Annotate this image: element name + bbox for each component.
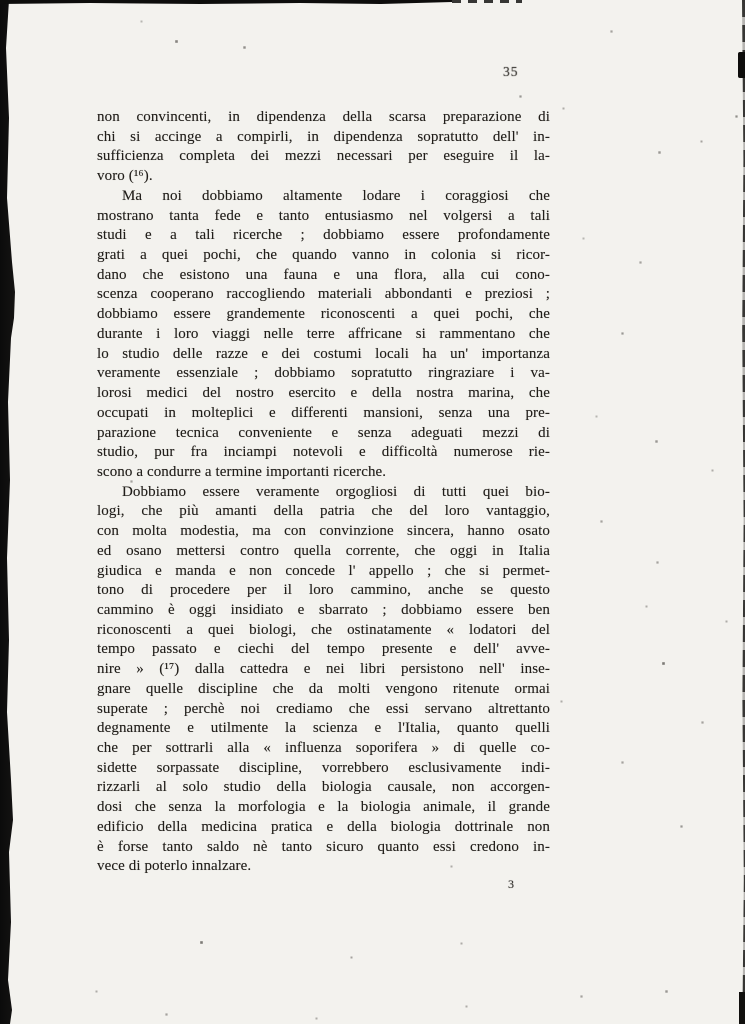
- text-line: sufficienza completa dei mezzi necessari per eseguire il la-: [97, 148, 550, 165]
- text-line: rizzarli al solo studio della biologia causale, non accorgen-: [97, 779, 550, 796]
- signature-mark: 3: [508, 877, 514, 891]
- text-line: gnare quelle discipline che da molti vengono ritenute ormai: [97, 680, 550, 697]
- text-line: riconoscenti a quei biologi, che ostinatamente « lodatori del: [97, 621, 550, 638]
- text-line: tempo passato e ciechi del tempo presente e dell' avve-: [97, 641, 550, 658]
- text-line: degnamente e utilmente la scienza e l'Italia, quanto quelli: [97, 720, 550, 737]
- text-line: studio, pur fra inciampi notevoli e difficoltà numerose rie-: [97, 444, 550, 461]
- text-line: cammino è oggi insidiato e sbarrato ; dobbiamo essere ben: [97, 601, 550, 618]
- text-line: chi si accinge a compirli, in dipendenza sopratutto dell' in-: [97, 128, 550, 145]
- text-line: lorosi medici del nostro esercito e della nostra marina, che: [97, 385, 550, 402]
- text-line: dano che esistono una fauna e una flora, alla cui cono-: [97, 266, 550, 283]
- text-line: Ma noi dobbiamo altamente lodare i coraggiosi che: [122, 187, 550, 204]
- scan-edge-right-blob: [738, 52, 745, 78]
- text-line: che per sottrarli alla « influenza soporifera » di quelle co-: [97, 740, 550, 756]
- text-line: occupati in molteplici e differenti mansioni, senza una pre-: [97, 404, 550, 421]
- page-number: 35: [503, 64, 519, 79]
- scan-edge-top-tail: [452, 0, 522, 3]
- text-line: veramente essenziale ; dobbiamo sopratutto ringraziare i va-: [97, 365, 550, 382]
- text-line: giudica e manda e non concede l' appello ; che si permet-: [97, 562, 550, 579]
- text-line: studi e a tali ricerche ; dobbiamo essere profondamente: [97, 227, 550, 244]
- text-line: non convincenti, in dipendenza della scarsa preparazione di: [97, 109, 550, 125]
- text-line: dobbiamo essere grandemente riconoscenti a quei pochi, che: [97, 306, 550, 323]
- text-line: ed osano mettersi contro quella corrente, che oggi in Italia: [97, 542, 550, 559]
- text-line: vece di poterlo innalzare.: [97, 858, 252, 875]
- scan-edge-right-blob-bottom: [739, 992, 745, 1024]
- text-line: voro (¹⁶).: [97, 168, 153, 185]
- text-line: mostrano tanta fede e tanto entusiasmo nel volgersi a tali: [97, 207, 550, 224]
- text-block: [97, 108, 550, 877]
- text-line: è forse tanto saldo nè tanto sicuro quanto essi credono in-: [97, 838, 550, 855]
- text-line: logi, che più amanti della patria che del loro vantaggio,: [97, 503, 550, 520]
- text-line: nire » (¹⁷) dalla cattedra e nei libri persistono nell' inse-: [97, 661, 550, 678]
- text-line: dosi che senza la morfologia e la biologia animale, il grande: [97, 799, 550, 816]
- text-line: edificio della medicina pratica e della biologia dottrinale non: [97, 818, 550, 835]
- text-line: lo studio delle razze e dei costumi locali ha un' importanza: [97, 345, 550, 362]
- scan-edge-top: [0, 0, 452, 4]
- scan-noise-speckles: [0, 0, 1, 1]
- text-line: scenza cooperano raccogliendo materiali abbondanti e preziosi ;: [97, 286, 550, 303]
- text-line: durante i loro viaggi nelle terre affricane si rammentano che: [97, 325, 550, 342]
- text-line: con molta modestia, ma con convinzione sincera, hanno osato: [97, 523, 550, 540]
- text-line: tono di procedere per il loro cammino, anche se questo: [97, 582, 550, 599]
- text-line: sidette sorpassate discipline, vorrebbero esclusivamente indi-: [97, 759, 550, 776]
- scan-edge-right: [741, 0, 745, 1024]
- scan-binding-edge-left: [0, 0, 18, 1024]
- text-line: grati a quei pochi, che quando vanno in colonia si ricor-: [97, 247, 550, 264]
- text-line: parazione tecnica conveniente e senza adeguati mezzi di: [97, 424, 550, 441]
- text-line: scono a condurre a termine importanti ricerche.: [97, 463, 387, 480]
- text-line: superate ; perchè noi crediamo che essi servano altrettanto: [97, 700, 550, 717]
- text-line: Dobbiamo essere veramente orgogliosi di tutti quei bio-: [122, 483, 550, 500]
